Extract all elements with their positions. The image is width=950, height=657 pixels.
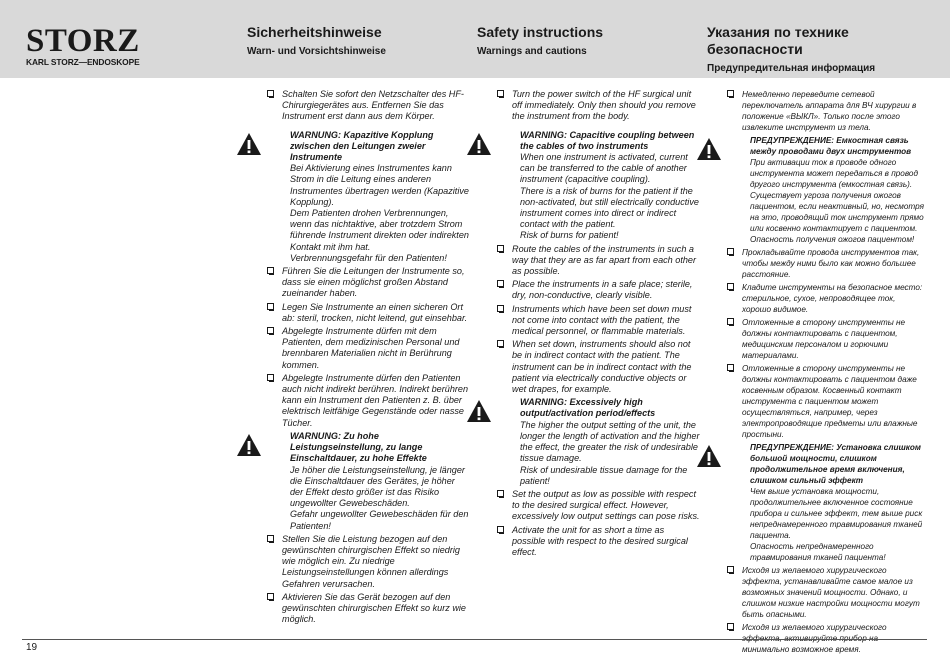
warning-triangle-icon (466, 132, 492, 156)
subtitle-ru: Предупредительная информация (707, 63, 876, 74)
bullet-item: Отложенные в сторону инструменты не должны контактировать с пациентом, медицинским персоналом и горючими материалами. (726, 317, 926, 361)
page-number: 19 (26, 642, 38, 653)
checkbox-bullet-icon (727, 283, 734, 290)
bullet-item: Schalten Sie sofort den Netzschalter des HF-Chirurgiegerätes aus. Entfernen Sie das Instrument erst dann aus dem Körper. (266, 89, 470, 123)
warning-risk: Risk of burns for patient! (520, 230, 619, 241)
storz-logo (26, 23, 176, 67)
warning-triangle-icon (696, 444, 722, 468)
warning-risk: Gefahr ungewollter Gewebeschäden für den Patienten! (290, 509, 469, 531)
bullet-item: Прокладывайте провода инструментов так, чтобы между ними было как можно большее расстояние. (726, 247, 926, 280)
bullet-item: Исходя из желаемого хирургического минимально возможное время. (726, 622, 926, 655)
warning-block: ПРЕДУПРЕЖДЕНИЕ: Установка слишком большой мощности, слишком продолжительное время включения, слишком сильный эффект Чем выше установка мощности, продолжительнее включенное состояние прибора и сильнее эффект, тем выше риск непреднамеренного травмирования тканей пациента. Опасность непреднамеренного травмирования тканей пациента! (726, 442, 926, 563)
bullet-item: Исходя из желаемого хирургического эффекта, устанавливайте самое малое из возможных значений мощности. Однако, и слишком низкие настройки мощности могут быть опасными. (726, 565, 926, 620)
subtitle-en: Warnings and cautions (477, 46, 587, 57)
checkbox-bullet-icon (727, 318, 734, 325)
warning-triangle-icon (696, 137, 722, 161)
warning-triangle-icon (236, 132, 262, 156)
warning-risk: Опасность непреднамеренного травмирования тканей пациента! (750, 542, 886, 562)
bullet-item: When set down, instruments should also not be in indirect contact with the patient. The instrument can be in indirect contact with the patient via electrically conductive objects or wet drapes, for example. (496, 339, 700, 395)
warning-title: WARNING: Capacitive coupling between the cables of two instruments (520, 129, 695, 151)
column-de (266, 89, 470, 627)
bullet-item: Abgelegte Instrumente dürfen mit dem Patienten, dem medizinischen Personal und brennbaren Materialien nicht in Berührung kommen. (266, 326, 470, 371)
checkbox-bullet-icon (497, 340, 504, 347)
subtitle-de: Warn- und Vorsichtshinweise (247, 46, 386, 57)
header-ru (707, 24, 927, 75)
warning-triangle-icon (236, 433, 262, 457)
warning-risk: Risk of undesirable tissue damage for the patient! (520, 464, 688, 486)
header-en (477, 24, 697, 58)
warning-block: WARNUNG: Kapazitive Kopplung zwischen den Leitungen zweier Instrumente Bei Aktivierung eines Instrumentes kann Strom in die Leitung eines anderen Instrumentes übertragen werden (Kapazitive Kopplung). Dem Patienten drohen Verbrennungen, wenn das nichtaktive, aber trotzdem Strom führende Instrument direkten oder indirekten Kontakt mit ihm hat. Verbrennungsgefahr für den Patienten! (266, 130, 470, 264)
checkbox-bullet-icon (497, 245, 504, 252)
bullet-item: Turn the power switch of the HF surgical unit off immediately. Only then should you remove the instrument from the body. (496, 89, 700, 123)
warning-title: ПРЕДУПРЕЖДЕНИЕ: Установка слишком большой мощности, слишком продолжительное время включения, слишком сильный эффект (750, 443, 921, 485)
logo-wordmark: STORZ (26, 23, 140, 59)
header-de (247, 24, 467, 58)
checkbox-bullet-icon (267, 327, 274, 334)
warning-block: WARNING: Excessively high output/activation period/effects The higher the output setting of the unit, the longer the length of activation and the higher the effect, the greater the risk of undesirable tissue damage. Risk of undesirable tissue damage for the patient! (496, 397, 700, 487)
warning-title: ПРЕДУПРЕЖДЕНИЕ: Емкостная связь между проводами двух инструментов (750, 136, 912, 156)
warning-risk: Опасность получения ожогов пациентом! (750, 235, 915, 244)
checkbox-bullet-icon (497, 90, 504, 97)
warning-block: ПРЕДУПРЕЖДЕНИЕ: Емкостная связь между проводами двух инструментов При активации ток в проводе одного инструмента может передаться в провод другого инструмента (емкостная связь). Существует угроза получения ожогов пациентом, если неактивный, но, несмотря на это, проводящий ток инструмент прямо или косвенно контактирует с пациентом. Опасность получения ожогов пациентом! (726, 135, 926, 245)
bullet-item: Отложенные в сторону инструменты не должны контактировать с пациентом даже косвенным образом. Косвенный контакт инструмента с пациентом может осуществляться, например, через электропроводящие предметы или влажные простыни. (726, 363, 926, 440)
bullet-item: Route the cables of the instruments in such a way that they are as far apart from each other as possible. (496, 244, 700, 278)
bullet-item: Activate the unit for as short a time as possible with respect to the desired surgical effect. (496, 525, 700, 559)
bullet-item: Instruments which have been set down must not come into contact with the patient, the medical personnel, or flammable materials. (496, 304, 700, 338)
bullet-item: Set the output as low as possible with respect to the desired surgical effect. However, excessively low output settings can pose risks. (496, 489, 700, 523)
column-en (496, 89, 700, 560)
checkbox-bullet-icon (727, 248, 734, 255)
warning-risk: Verbrennungsgefahr für den Patienten! (290, 252, 447, 263)
warning-block: WARNUNG: Zu hohe Leistungseinstellung, zu lange Einschaltdauer, zu hohe Effekte Je höher die Leistungseinstellung, je länger die Einschaltdauer des Gerätes, je höher der Effekt desto größer ist das Risiko ungewollter Gewebeschäden. Gefahr ungewollter Gewebeschäden für den Patienten! (266, 431, 470, 532)
bullet-item: Legen Sie Instrumente an einen sicheren Ort ab: steril, trocken, nicht leitend, gut einsehbar. (266, 302, 470, 324)
warning-title: WARNUNG: Kapazitive Kopplung zwischen den Leitungen zweier Instrumente (290, 129, 434, 163)
checkbox-bullet-icon (267, 374, 274, 381)
warning-title: WARNUNG: Zu hohe Leistungseinstellung, zu lange Einschaltdauer, zu hohe Effekte (290, 430, 427, 464)
logo-subtitle: KARL STORZ—ENDOSKOPE (26, 57, 140, 67)
title-en: Safety instructions (477, 24, 604, 40)
checkbox-bullet-icon (727, 623, 734, 630)
checkbox-bullet-icon (267, 303, 274, 310)
bullet-item: Немедленно переведите сетевой переключатель аппарата для ВЧ хирургии в положение «ВЫКЛ». Только после этого извлеките инструмент из тела. (726, 89, 926, 133)
checkbox-bullet-icon (497, 526, 504, 533)
warning-block: WARNING: Capacitive coupling between the cables of two instruments When one instrument is activated, current can be transferred to the cable of another instrument (capacitive coupling). There is a risk of burns for the patient if the non-activated, but still electrically conductive instrument comes into direct or indirect contact with the patient. Risk of burns for patient! (496, 130, 700, 242)
checkbox-bullet-icon (727, 364, 734, 371)
checkbox-bullet-icon (267, 267, 274, 274)
bullet-item: Кладите инструменты на безопасное место: стерильное, сухое, непроводящее ток, хорошо видимое. (726, 282, 926, 315)
title-de: Sicherheitshinweise (247, 24, 382, 40)
title-ru: Указания по технике безопасности (707, 24, 849, 57)
checkbox-bullet-icon (727, 566, 734, 573)
column-ru (726, 89, 926, 657)
bullet-item: Abgelegte Instrumente dürfen den Patienten auch nicht indirekt berühren. Indirekt berühren kann ein Instrument den Patienten z. B. über elektrisch leitfähige Gegenstände oder nasse Tücher. (266, 373, 470, 429)
checkbox-bullet-icon (497, 305, 504, 312)
checkbox-bullet-icon (267, 90, 274, 97)
bullet-item: Aktivieren Sie das Gerät bezogen auf den gewünschten chirurgischen Effekt so kurz wie möglich. (266, 592, 470, 626)
checkbox-bullet-icon (497, 280, 504, 287)
checkbox-bullet-icon (267, 593, 274, 600)
bullet-item: Stellen Sie die Leistung bezogen auf den gewünschten chirurgischen Effekt so niedrig wie möglich ein. Zu niedrige Leistungseinstellungen können allerdings Gefahren verursachen. (266, 534, 470, 590)
bullet-item: Place the instruments in a safe place; sterile, dry, non-conductive, clearly visible. (496, 279, 700, 301)
bullet-item: Führen Sie die Leitungen der Instrumente so, dass sie einen möglichst großen Abstand zueinander haben. (266, 266, 470, 300)
warning-triangle-icon (466, 399, 492, 423)
footer-divider (22, 639, 927, 640)
checkbox-bullet-icon (267, 535, 274, 542)
checkbox-bullet-icon (497, 490, 504, 497)
warning-title: WARNING: Excessively high output/activation period/effects (520, 397, 656, 419)
checkbox-bullet-icon (727, 90, 734, 97)
